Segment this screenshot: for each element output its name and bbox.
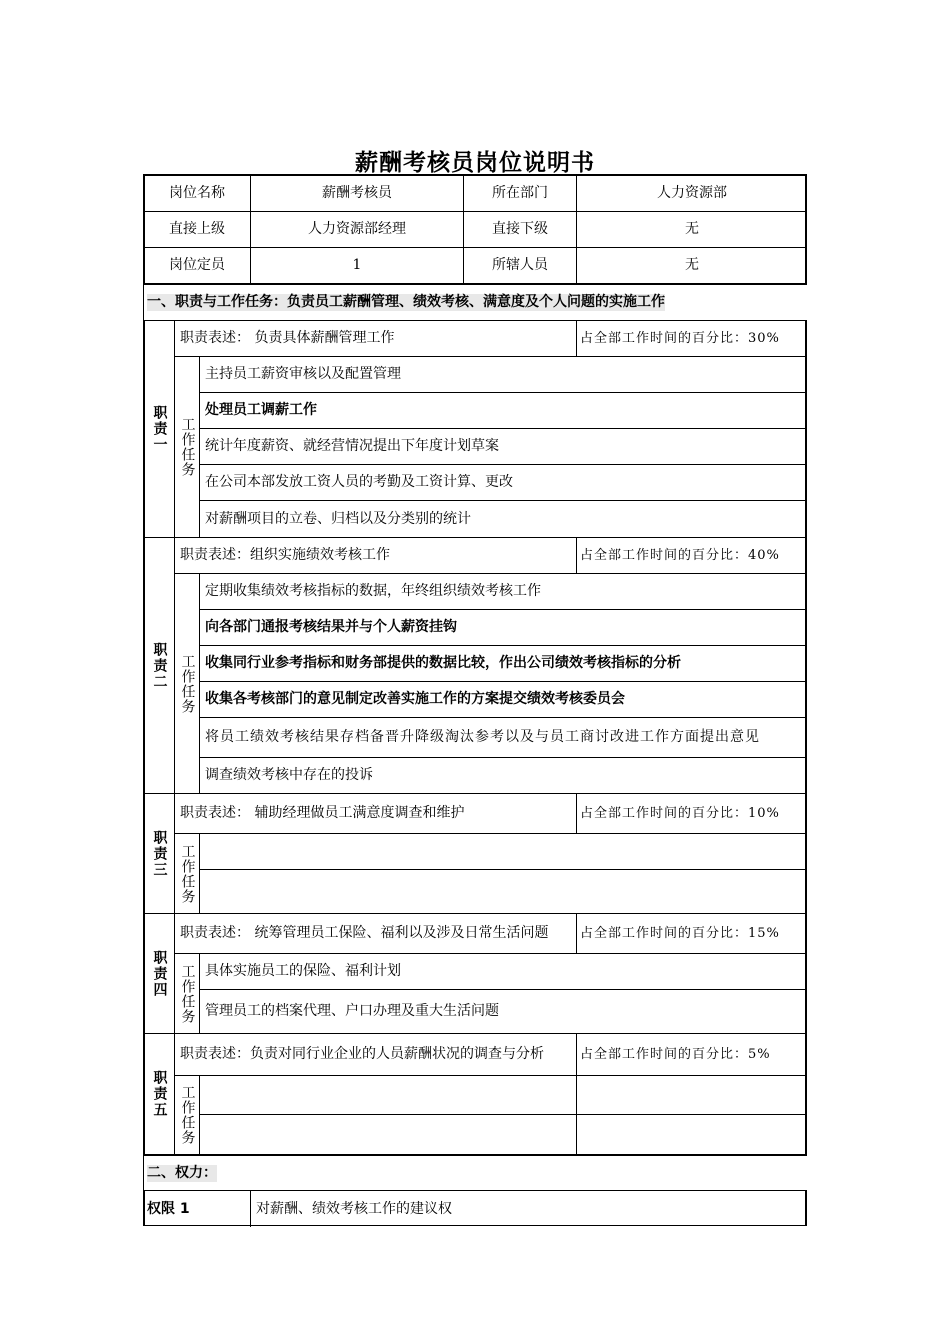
right-1-text: 对薪酬、绩效考核工作的建议权: [250, 1190, 807, 1227]
label-department: 所在部门: [463, 175, 576, 211]
duty-4-task-1: 具体实施员工的保险、福利计划: [199, 953, 807, 989]
duty-5-task-1: [199, 1075, 576, 1114]
duty-1-task-1: 主持员工薪资审核以及配置管理: [199, 356, 807, 392]
duty-5-pct: 占全部工作时间的百分比：5%: [576, 1033, 807, 1075]
duty-2-task-5: 将员工绩效考核结果存档备晋升降级淘汰参考以及与员工商讨改进工作方面提出意见: [199, 717, 807, 757]
value-direct-superior: 人力资源部经理: [250, 211, 463, 247]
section-duties-text: 一、职责与工作任务：负责员工薪酬管理、绩效考核、满意度及个人问题的实施工作: [147, 294, 665, 310]
duty-4-label: 职责四: [144, 913, 174, 1033]
duty-3-label: 职责三: [144, 793, 174, 913]
duty-1-task-label: 工作任务: [174, 356, 199, 537]
duty-2-label: 职责二: [144, 537, 174, 793]
value-position-name: 薪酬考核员: [250, 175, 463, 211]
page-title: 薪酬考核员岗位说明书: [355, 150, 595, 176]
duty-1-label: 职责一: [144, 320, 174, 537]
duty-5-label: 职责五: [144, 1033, 174, 1154]
duty-1-task-2: 处理员工调薪工作: [199, 392, 807, 428]
duty-2-task-3: 收集同行业参考指标和财务部提供的数据比较，作出公司绩效考核指标的分析: [199, 645, 807, 681]
section-rights-header: [144, 1154, 807, 1190]
duty-2-task-label: 工作任务: [174, 573, 199, 793]
value-direct-subordinate: 无: [576, 211, 807, 247]
duty-4-desc: 职责表述： 统筹管理员工保险、福利以及涉及日常生活问题: [174, 913, 576, 953]
label-headcount: 岗位定员: [144, 247, 250, 283]
duty-3-desc: 职责表述： 辅助经理做员工满意度调查和维护: [174, 793, 576, 833]
duty-3-pct: 占全部工作时间的百分比：10%: [576, 793, 807, 833]
duty-2-task-6: 调查绩效考核中存在的投诉: [199, 757, 807, 793]
value-headcount: 1: [250, 247, 463, 283]
duty-2-pct: 占全部工作时间的百分比：40%: [576, 537, 807, 573]
label-subordinates: 所辖人员: [463, 247, 576, 283]
section-duties-header: [144, 283, 807, 320]
right-1-label: 权限 1: [144, 1190, 250, 1227]
duty-4-pct: 占全部工作时间的百分比：15%: [576, 913, 807, 953]
duty-2-desc: 职责表述：组织实施绩效考核工作: [174, 537, 576, 573]
value-department: 人力资源部: [576, 175, 807, 211]
label-direct-subordinate: 直接下级: [463, 211, 576, 247]
job-description-table: [143, 174, 807, 1226]
duty-4-task-2: 管理员工的档案代理、户口办理及重大生活问题: [199, 989, 807, 1033]
duty-4-task-label: 工作任务: [174, 953, 199, 1033]
duty-3-task-2: [199, 869, 807, 913]
duty-5-task-2: [199, 1114, 576, 1154]
label-position-name: 岗位名称: [169, 184, 225, 201]
duty-5-task-label: 工作任务: [174, 1075, 199, 1154]
duty-5-task-1-extra: [576, 1075, 807, 1114]
label-direct-superior: 直接上级: [144, 211, 250, 247]
duty-1-task-5: 对薪酬项目的立卷、归档以及分类别的统计: [199, 500, 807, 537]
duty-1-task-3: 统计年度薪资、就经营情况提出下年度计划草案: [199, 428, 807, 464]
duty-2-task-2: 向各部门通报考核结果并与个人薪资挂钩: [199, 609, 807, 645]
value-subordinates: 无: [576, 247, 807, 283]
duty-3-task-label: 工作任务: [174, 833, 199, 913]
duty-2-task-4: 收集各考核部门的意见制定改善实施工作的方案提交绩效考核委员会: [199, 681, 807, 717]
duty-5-desc: 职责表述：负责对同行业企业的人员薪酬状况的调查与分析: [174, 1033, 576, 1075]
duty-3-task-1: [199, 833, 807, 869]
duty-1-desc: 职责表述： 负责具体薪酬管理工作: [174, 320, 576, 356]
section-rights-text: 二、权力：: [147, 1164, 217, 1181]
duty-5-task-2-extra: [576, 1114, 807, 1154]
duty-2-task-1: 定期收集绩效考核指标的数据，年终组织绩效考核工作: [199, 573, 807, 609]
duty-1-task-4: 在公司本部发放工资人员的考勤及工资计算、更改: [199, 464, 807, 500]
duty-1-pct: 占全部工作时间的百分比：30%: [576, 320, 807, 356]
